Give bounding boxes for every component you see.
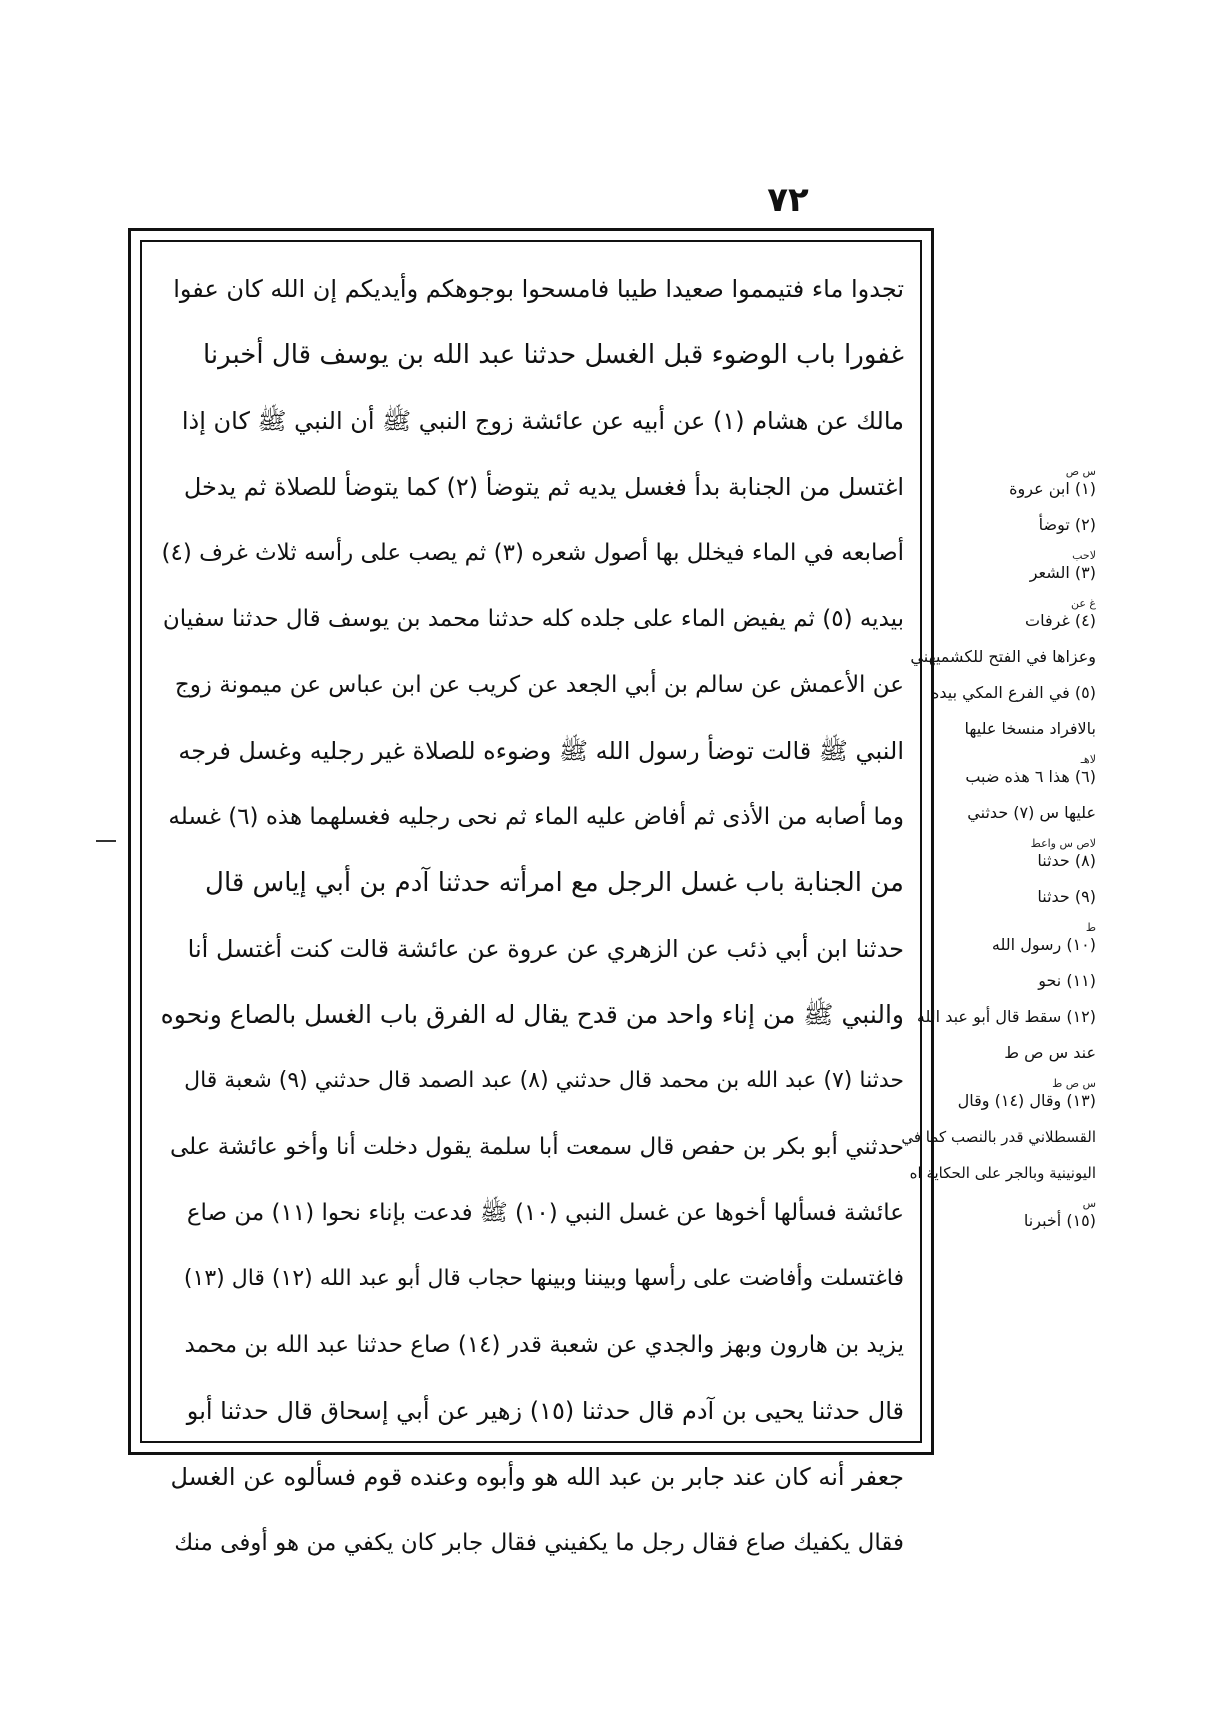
note-text: (١٠) رسول الله xyxy=(991,935,1096,954)
text-line: وما أصابه من الأذى ثم أفاض عليه الماء ثم نحى رجليه فغسلهما هذه (٦) غسله xyxy=(168,804,904,830)
text-line: والنبي ﷺ من إناء واحد من قدح يقال له الفرق باب الغسل بالصاع ونحوه xyxy=(160,1000,904,1029)
margin-note xyxy=(900,718,1096,740)
margin-note xyxy=(900,1042,1096,1064)
note-superscript: لاحب xyxy=(1072,549,1096,562)
margin-note xyxy=(900,1006,1096,1028)
margin-note xyxy=(900,1162,1096,1184)
note-text: بالافراد منسخا عليها xyxy=(964,719,1096,738)
text-line: حدثنا ابن أبي ذئب عن الزهري عن عروة عن عائشة قالت كنت أغتسل أنا xyxy=(187,935,904,963)
note-superscript: ط xyxy=(1085,921,1096,934)
text-line: حدثني أبو بكر بن حفص قال سمعت أبا سلمة يقول دخلت أنا وأخو عائشة على xyxy=(169,1134,904,1160)
margin-note xyxy=(900,754,1096,788)
margin-note xyxy=(900,646,1096,668)
note-text: (١٢) سقط قال أبو عبد الله xyxy=(916,1007,1096,1026)
text-line: قال حدثنا يحيى بن آدم قال حدثنا (١٥) زهير عن أبي إسحاق قال حدثنا أبو xyxy=(186,1397,904,1425)
main-text-block xyxy=(160,256,904,1576)
margin-note xyxy=(900,838,1096,872)
margin-tick-mark xyxy=(96,840,116,842)
text-line: اغتسل من الجنابة بدأ فغسل يديه ثم يتوضأ (٢) كما يتوضأ للصلاة ثم يدخل xyxy=(183,473,904,501)
note-superscript: لاهـ xyxy=(1080,753,1096,766)
text-line: حدثنا (٧) عبد الله بن محمد قال حدثني (٨) عبد الصمد قال حدثني (٩) شعبة قال xyxy=(184,1068,904,1093)
text-line: فاغتسلت وأفاضت على رأسها وبيننا وبينها حجاب قال أبو عبد الله (١٢) قال (١٣) xyxy=(183,1266,904,1291)
margin-note xyxy=(900,886,1096,908)
text-line: النبي ﷺ قالت توضأ رسول الله ﷺ وضوءه للصلاة غير رجليه وغسل فرجه xyxy=(178,737,904,765)
note-superscript: س ص xyxy=(1065,465,1096,478)
note-text: (٢) توضأ xyxy=(1038,515,1096,534)
note-text: (١) ابن عروة xyxy=(1009,479,1096,498)
note-text: (٦) هذا ٦ هذه ضبب xyxy=(965,767,1096,786)
note-superscript: لاص س واعط xyxy=(1030,837,1096,850)
note-text: عند س ص ط xyxy=(1004,1043,1096,1062)
text-line: عائشة فسألها أخوها عن غسل النبي (١٠) ﷺ فدعت بإناء نحوا (١١) من صاع xyxy=(186,1200,904,1226)
text-line: عن الأعمش عن سالم بن أبي الجعد عن كريب عن ابن عباس عن ميمونة زوج xyxy=(174,672,904,698)
text-line: أصابعه في الماء فيخلل بها أصول شعره (٣) ثم يصب على رأسه ثلاث غرف (٤) xyxy=(161,540,904,566)
margin-note xyxy=(900,598,1096,632)
text-line: يزيد بن هارون وبهز والجدي عن شعبة قدر (١٤) صاع حدثنا عبد الله بن محمد xyxy=(184,1332,904,1358)
margin-note xyxy=(900,1078,1096,1112)
margin-note xyxy=(900,1126,1096,1148)
text-line: فقال يكفيك صاع فقال رجل ما يكفيني فقال جابر كان يكفي من هو أوفى منك xyxy=(174,1530,904,1556)
note-superscript: س xyxy=(1082,1197,1096,1210)
page-number: ٧٢ xyxy=(767,180,809,220)
note-text: (٥) في الفرع المكي بيده xyxy=(930,683,1096,702)
note-text: (١٣) وقال (١٤) وقال xyxy=(957,1091,1096,1110)
text-line: جعفر أنه كان عند جابر بن عبد الله هو وأبوه وعنده قوم فسألوه عن الغسل xyxy=(170,1463,904,1491)
margin-note xyxy=(900,466,1096,500)
text-line: تجدوا ماء فتيمموا صعيدا طيبا فامسحوا بوجوهكم وأيديكم إن الله كان عفوا xyxy=(173,275,904,303)
note-text: (٤) غرفات xyxy=(1025,611,1096,630)
text-line: غفورا باب الوضوء قبل الغسل حدثنا عبد الله بن يوسف قال أخبرنا xyxy=(202,340,904,370)
note-text: اليونينية وبالجر على الحكاية اه xyxy=(909,1164,1096,1182)
note-superscript: س ص ط xyxy=(1052,1077,1096,1090)
note-text: القسطلاني قدر بالنصب كما في xyxy=(901,1128,1096,1146)
note-text: عليها س (٧) حدثني xyxy=(967,803,1096,822)
margin-note xyxy=(900,802,1096,824)
margin-note xyxy=(900,514,1096,536)
note-text: (٩) حدثنا xyxy=(1037,887,1096,906)
margin-note xyxy=(900,550,1096,584)
note-text: (٣) الشعر xyxy=(1029,563,1096,582)
margin-note xyxy=(900,970,1096,992)
note-text: (١٥) أخبرنا xyxy=(1023,1211,1096,1230)
margin-note xyxy=(900,682,1096,704)
note-text: (٨) حدثنا xyxy=(1037,851,1096,870)
margin-note xyxy=(900,922,1096,956)
note-superscript: غ عن xyxy=(1071,597,1096,610)
margin-notes xyxy=(900,466,1096,1246)
margin-note xyxy=(900,1198,1096,1232)
note-text: وعزاها في الفتح للكشميهني xyxy=(910,647,1096,666)
text-line: من الجنابة باب غسل الرجل مع امرأته حدثنا آدم بن أبي إياس قال xyxy=(205,868,904,898)
text-line: مالك عن هشام (١) عن أبيه عن عائشة زوج النبي ﷺ أن النبي ﷺ كان إذا xyxy=(181,407,904,435)
note-text: (١١) نحو xyxy=(1038,971,1096,990)
text-line: بيديه (٥) ثم يفيض الماء على جلده كله حدثنا محمد بن يوسف قال حدثنا سفيان xyxy=(162,606,904,632)
